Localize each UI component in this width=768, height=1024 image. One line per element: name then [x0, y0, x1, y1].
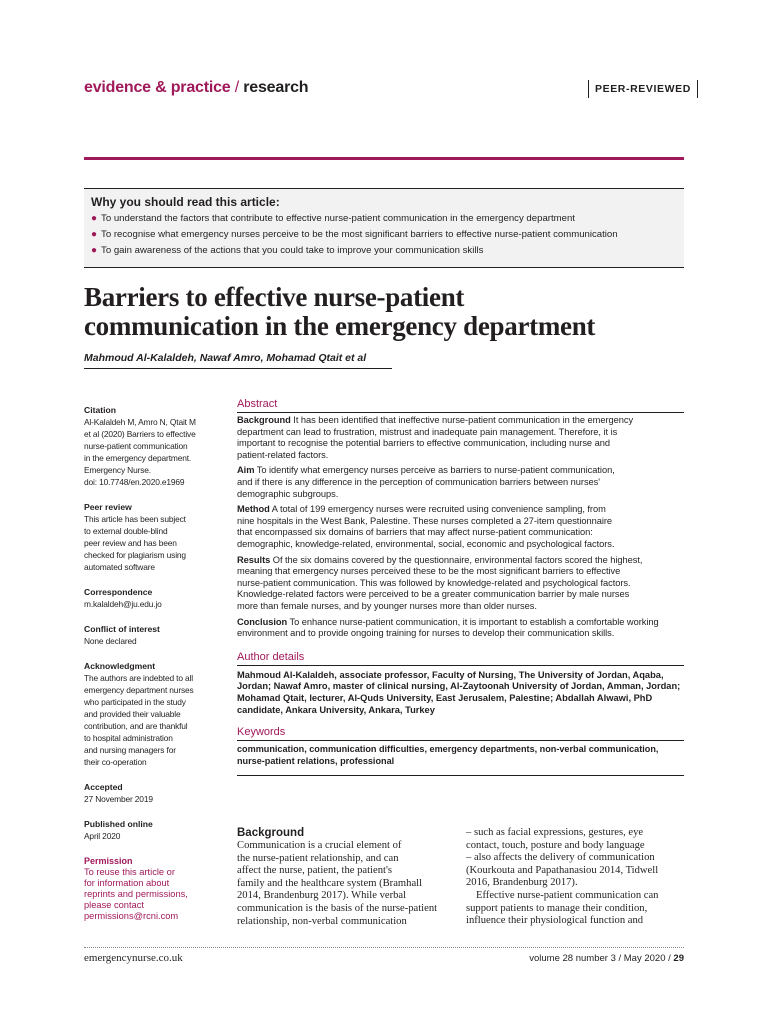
- abstract-aim-label: Aim: [237, 465, 255, 476]
- acknowledgment-line: and nursing managers for: [84, 745, 176, 755]
- citation-line: in the emergency department.: [84, 453, 192, 463]
- abstract-background: [237, 415, 684, 461]
- citation-line: et al (2020) Barriers to effective: [84, 429, 196, 439]
- article-title-line: Barriers to effective nurse-patient: [84, 282, 465, 312]
- abstract-text: important to recognise the potential barriers to effective communication, including nurse and: [237, 438, 610, 449]
- acknowledgment-line: who participated in the study: [84, 697, 186, 707]
- conflict-text: None declared: [84, 636, 137, 646]
- body-line: communication is the basis of the nurse-patient: [237, 902, 438, 914]
- abstract-text: To enhance nurse-patient communication, it is important to establish a comfortable working: [287, 616, 659, 627]
- article-title: [84, 283, 694, 341]
- body-line: relationship, non-verbal communication: [237, 915, 407, 927]
- section-label: evidence & practice: [84, 79, 231, 96]
- abstract-text: Of the six domains covered by the questionnaire, environmental factors scored the highest,: [270, 554, 643, 565]
- conflict-heading: Conflict of interest: [84, 624, 160, 634]
- body-column-2: [466, 827, 684, 928]
- correspondence-block: [84, 586, 209, 610]
- abstract-text: more than female nurses, and by younger nurses more than older nurses.: [237, 600, 537, 611]
- abstract-results-label: Results: [237, 554, 271, 565]
- abstract-aim: [237, 465, 684, 500]
- permission-line: reprints and permissions,: [84, 889, 188, 899]
- peer-review-line: to external double-blind: [84, 526, 168, 536]
- abstract-results: [237, 555, 684, 613]
- body-line: 2014, Brandenburg 2017). While verbal: [237, 890, 407, 902]
- why-read-item: [91, 211, 677, 227]
- permission-line: please contact: [84, 900, 144, 910]
- acknowledgment-line: and provided their valuable: [84, 709, 181, 719]
- abstract-text: To identify what emergency nurses perceive as barriers to nurse-patient communication,: [254, 465, 615, 476]
- citation-block: [84, 404, 209, 488]
- header-rule: [84, 157, 684, 160]
- correspondence-heading: Correspondence: [84, 587, 153, 597]
- body-line: family and the healthcare system (Bramhall: [237, 877, 423, 889]
- keywords-line: nurse-patient relations, professional: [237, 755, 395, 766]
- peer-reviewed-badge: PEER-REVIEWED: [588, 80, 698, 98]
- abstract-method-label: Method: [237, 504, 270, 515]
- abstract-text: A total of 199 emergency nurses were recruited using convenience sampling, from: [269, 504, 606, 515]
- acknowledgment-heading: Acknowledgment: [84, 661, 156, 671]
- author-details-rule: [237, 665, 684, 666]
- body-line: Communication is a crucial element of: [237, 840, 402, 851]
- citation-line: Emergency Nurse.: [84, 465, 151, 475]
- abstract-text: department can lead to frustration, mistrust and inadequate pain management. Therefore, it is: [237, 426, 618, 437]
- abstract-text: It has been identified that ineffective nurse-patient communication in the emergency: [290, 415, 634, 425]
- subsection-label: research: [243, 79, 309, 96]
- abstract-heading: Abstract: [237, 398, 278, 410]
- abstract-rule: [237, 412, 684, 413]
- abstract-text: that encompassed six domains of barriers that may affect nurse-patient communication:: [237, 527, 593, 538]
- abstract-method: [237, 504, 684, 550]
- author-details-text: [237, 670, 684, 717]
- abstract-text: nine hospitals in the West Bank, Palestine. These nurses completed a 27-item questionnaire: [237, 515, 612, 526]
- why-read-item: [91, 227, 677, 243]
- keywords-end-rule: [237, 775, 684, 776]
- keywords-rule: [237, 740, 684, 741]
- accepted-date: 27 November 2019: [84, 794, 153, 804]
- author-details-line: Mahmoud Al-Kalaldeh, associate professor, Faculty of Nursing, The University of Jordan, Aqaba,: [237, 669, 664, 680]
- correspondence-email[interactable]: m.kalaldeh@ju.edu.jo: [84, 599, 162, 609]
- acknowledgment-line: to hospital administration: [84, 733, 173, 743]
- bullet-icon: ●: [91, 245, 98, 256]
- body-line: – such as facial expressions, gestures, eye: [466, 827, 644, 838]
- why-read-item-text: To recognise what emergency nurses perceive to be the most significant barriers to effective nurse-patient communication: [101, 229, 618, 240]
- why-read-title: Why you should read this article:: [91, 195, 280, 209]
- abstract-column: [237, 397, 684, 776]
- why-read-item-text: To understand the factors that contribute to effective nurse-patient communication in the emergency department: [101, 213, 575, 224]
- keywords-line: communication, communication difficulties, emergency departments, non-verbal communication,: [237, 743, 659, 754]
- published-block: [84, 818, 209, 842]
- article-authors: Mahmoud Al-Kalaldeh, Nawaf Amro, Mohamad Qtait et al: [84, 352, 367, 364]
- abstract-text: demographic, knowledge-related, environmental, social, economic and psychological factors.: [237, 538, 615, 549]
- bullet-icon: ●: [91, 213, 98, 224]
- accepted-heading: Accepted: [84, 782, 123, 792]
- body-line: (Kourkouta and Papathanasiou 2014, Tidwell: [466, 864, 659, 876]
- published-date: April 2020: [84, 831, 121, 841]
- abstract-text: meaning that emergency nurses perceived these to be the most significant barriers to effective: [237, 566, 621, 577]
- peer-review-line: peer review and has been: [84, 538, 177, 548]
- abstract-background-label: Background: [237, 415, 291, 425]
- abstract-text: and if there is any difference in the perception of communication barriers between nurses': [237, 476, 600, 487]
- section-separator: /: [234, 79, 239, 96]
- why-read-box: [84, 188, 684, 268]
- acknowledgment-line: their co-operation: [84, 757, 147, 767]
- footer-issue: volume 28 number 3 / May 2020 /: [529, 953, 674, 964]
- why-read-item: [91, 243, 677, 259]
- citation-line: Al-Kalaldeh M, Amro N, Qtait M: [84, 417, 196, 427]
- body-line: 2016, Brandenburg 2017).: [466, 877, 578, 889]
- body-line: affect the nurse, patient, the patient's: [237, 865, 392, 877]
- acknowledgment-line: contribution, and are thankful: [84, 721, 188, 731]
- permission-line: for information about: [84, 878, 170, 888]
- footer-site-link[interactable]: emergencynurse.co.uk: [84, 952, 183, 964]
- article-sidebar: [84, 404, 209, 935]
- acknowledgment-line: The authors are indebted to all: [84, 673, 193, 683]
- peer-review-block: [84, 501, 209, 573]
- author-details-line: Jordan; Nawaf Amro, master of clinical nursing, Al-Zaytoonah University of Jordan, Amman, Jordan;: [237, 681, 681, 692]
- permission-block: [84, 855, 209, 922]
- abstract-conclusion-label: Conclusion: [237, 616, 288, 627]
- abstract-text: demographic subgroups.: [237, 488, 339, 499]
- footer-rule: [84, 947, 684, 948]
- peer-review-heading: Peer review: [84, 502, 132, 512]
- permission-line: To reuse this article or: [84, 867, 175, 877]
- footer-issue-info: [529, 953, 684, 964]
- peer-review-line: This article has been subject: [84, 514, 186, 524]
- author-details-line: candidate, Ankara University, Ankara, Turkey: [237, 705, 435, 716]
- citation-doi[interactable]: doi: 10.7748/en.2020.e1969: [84, 477, 185, 487]
- abstract-conclusion: [237, 617, 684, 640]
- article-title-line: communication in the emergency department: [84, 311, 596, 341]
- keywords-heading: Keywords: [237, 725, 286, 738]
- body-line: Effective nurse-patient communication can: [476, 889, 659, 901]
- citation-heading: Citation: [84, 405, 116, 415]
- permission-heading: Permission: [84, 856, 133, 866]
- bullet-icon: ●: [91, 229, 98, 240]
- body-line: the nurse-patient relationship, and can: [237, 852, 399, 864]
- body-line: support patients to manage their condition,: [466, 902, 648, 914]
- page-number: 29: [673, 953, 684, 964]
- body-heading: Background: [237, 827, 305, 839]
- abstract-text: nurse-patient communication. This was followed by knowledge-related and psychological factors.: [237, 577, 631, 588]
- keywords-text: [237, 744, 684, 768]
- published-heading: Published online: [84, 819, 153, 829]
- conflict-block: [84, 623, 209, 647]
- authors-rule: [84, 368, 392, 369]
- author-details-heading: Author details: [237, 650, 305, 663]
- abstract-text: environment and to provide ongoing training for nurses to develop their communication skills.: [237, 628, 615, 639]
- author-details-line: Mohamad Qtait, lecturer, Al-Quds University, East Jerusalem, Palestine; Abdallah Alwawi, PhD: [237, 693, 653, 704]
- body-line: – also affects the delivery of communication: [466, 852, 655, 864]
- permission-email[interactable]: permissions@rcni.com: [84, 911, 179, 921]
- citation-line: nurse-patient communication: [84, 441, 188, 451]
- abstract-text: patient-related factors.: [237, 449, 329, 460]
- acknowledgment-line: emergency department nurses: [84, 685, 194, 695]
- body-column-1: [237, 826, 455, 928]
- peer-review-line: automated software: [84, 562, 155, 572]
- body-line: influence their physiological function and: [466, 915, 644, 927]
- accepted-block: [84, 781, 209, 805]
- peer-review-line: checked for plagiarism using: [84, 550, 186, 560]
- why-read-item-text: To gain awareness of the actions that you could take to improve your communication skills: [101, 245, 484, 256]
- section-header: [84, 79, 308, 97]
- acknowledgment-block: [84, 660, 209, 768]
- abstract-text: Knowledge-related factors were perceived to be a greater communication barrier by male nurses: [237, 589, 630, 600]
- body-line: contact, touch, posture and body language: [466, 839, 645, 851]
